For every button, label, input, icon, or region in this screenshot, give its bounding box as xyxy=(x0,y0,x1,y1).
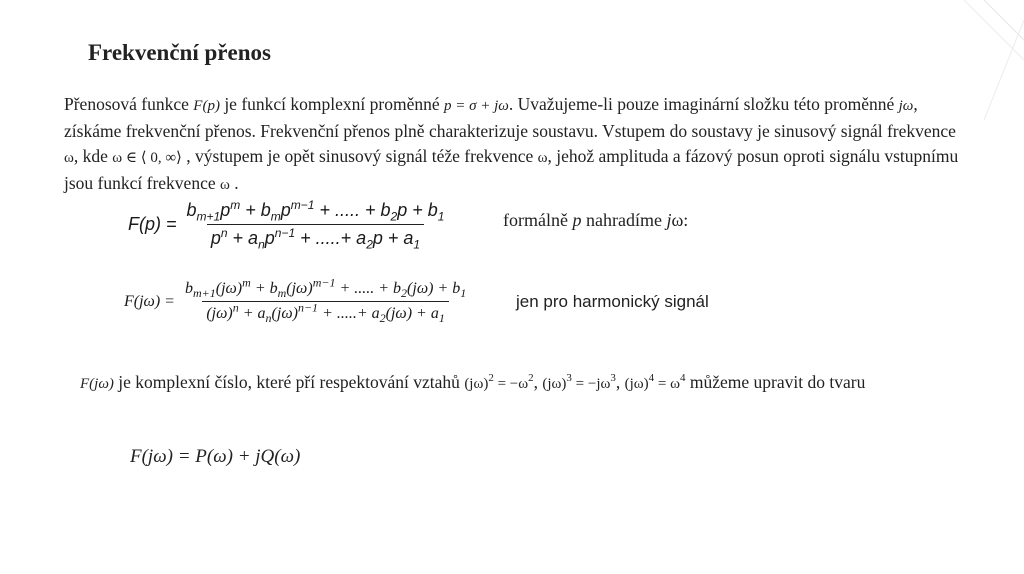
formula-term: (jω) xyxy=(271,305,298,322)
formula-term: n xyxy=(220,226,228,240)
paragraph-run: p = σ + jω xyxy=(443,98,509,114)
note-run: formálně xyxy=(503,210,573,230)
formula-term: + a xyxy=(238,305,266,322)
formula1-lhs: F(p) = xyxy=(128,214,177,234)
note-run: ω: xyxy=(671,210,689,230)
complex-number-statement xyxy=(80,372,865,393)
slide-title: Frekvenční přenos xyxy=(88,40,271,65)
paragraph-run: ω xyxy=(537,150,548,166)
formula-term: (jω) xyxy=(215,280,243,297)
statement-run: můžeme upravit do tvaru xyxy=(685,372,866,392)
paragraph-run: , kde xyxy=(73,146,113,166)
statement-run: (jω) xyxy=(542,376,567,392)
frequency-transfer-formula xyxy=(124,275,470,326)
statement-run: 2 xyxy=(528,372,534,385)
formula-term: (jω) + b xyxy=(407,280,461,297)
formula-term: m xyxy=(277,286,287,301)
statement-run: = ω xyxy=(654,376,681,392)
paragraph-run: , výstupem je opět sinusový signál téže frekvence xyxy=(181,146,538,166)
paragraph-run: ω xyxy=(219,177,230,193)
statement-run: 4 xyxy=(648,372,655,385)
formula-term: p + b xyxy=(397,200,438,220)
formula-term: m xyxy=(242,275,251,290)
paragraph-run: Přenosová funkce xyxy=(64,94,194,114)
formula-term: m xyxy=(230,198,241,212)
formula-term: m+1 xyxy=(192,286,216,301)
formula-term: + b xyxy=(240,200,271,220)
formula-term: p xyxy=(210,228,221,248)
transfer-function-formula xyxy=(128,198,448,252)
statement-run: 4 xyxy=(680,372,686,385)
formula-term: + ..... + b xyxy=(314,200,391,220)
paragraph-run: . xyxy=(229,173,239,193)
formula-term: n−1 xyxy=(297,300,319,315)
substitution-note xyxy=(503,210,688,231)
statement-run: F(jω) xyxy=(80,376,114,392)
statement-run: je komplexní číslo, které pří respektování vztahů xyxy=(113,372,465,392)
formula-term: m−1 xyxy=(312,275,336,290)
statement-run: = −jω xyxy=(571,376,611,392)
paragraph-run: ω ∈ ⟨ 0, ∞⟩ xyxy=(112,150,182,166)
formula-term: p + a xyxy=(372,228,414,248)
formula-term: m−1 xyxy=(290,198,315,212)
statement-run: (jω) xyxy=(464,376,489,392)
formula-term: 1 xyxy=(437,209,445,224)
paragraph-run: jω xyxy=(898,98,914,114)
formula-term: 1 xyxy=(413,237,421,252)
formula-term: n xyxy=(265,311,272,326)
paragraph-run: , získáme frekvenční přenos. Frekvenční přenos plně charakterizuje soustavu. Vstupem do soustavy je sinusový signál frekvence xyxy=(64,94,956,141)
paragraph-run: F(p) xyxy=(193,98,220,114)
statement-run: 3 xyxy=(566,372,572,385)
statement-run: , xyxy=(615,372,625,392)
formula-term: n xyxy=(232,300,239,315)
formula-term: + ..... + b xyxy=(335,280,402,297)
formula1-numerator xyxy=(183,200,449,224)
final-formula: F(jω) = P(ω) + jQ(ω) xyxy=(130,446,301,467)
formula-term: n−1 xyxy=(274,226,296,240)
note-run: p xyxy=(572,210,582,230)
statement-run: 2 xyxy=(488,372,494,385)
formula-term: p xyxy=(280,200,291,220)
formula-term: (jω) xyxy=(286,280,313,297)
paragraph-run: je funkcí komplexní proměnné xyxy=(219,94,444,114)
formula-term: + .....+ a xyxy=(295,228,367,248)
note-run: nahradíme xyxy=(581,210,667,230)
harmonic-signal-note: jen pro harmonický signál xyxy=(516,292,709,311)
formula-term: b xyxy=(186,200,197,220)
formula-term: 2 xyxy=(390,209,398,224)
formula-term: m xyxy=(270,209,281,224)
statement-run: = −ω xyxy=(493,376,529,392)
formula-term: 2 xyxy=(366,237,373,252)
note-run: j xyxy=(666,210,672,230)
statement-run: , xyxy=(533,372,543,392)
formula-term: 2 xyxy=(401,286,408,301)
formula-term: 1 xyxy=(460,286,467,301)
paragraph-run: . Uvažujeme-li pouze imaginární složku této proměnné xyxy=(508,94,899,114)
formula-term: p xyxy=(220,200,231,220)
paragraph-run: , jehož amplituda a fázový posun oproti signálu vstupnímu jsou funkcí frekvence xyxy=(64,146,959,193)
formula2-numerator xyxy=(181,275,470,301)
formula-term: b xyxy=(184,280,193,297)
formula1-denominator xyxy=(207,224,424,252)
statement-run: 3 xyxy=(610,372,616,385)
formula-term: 2 xyxy=(379,311,386,326)
statement-run: (jω) xyxy=(624,376,649,392)
formula-term: n xyxy=(258,237,265,252)
formula-term: + b xyxy=(250,280,278,297)
formula2-lhs: F(jω) = xyxy=(124,292,175,310)
formula-term: + .....+ a xyxy=(318,305,380,322)
formula-term: m+1 xyxy=(196,209,221,224)
paragraph-run: ω xyxy=(64,150,74,166)
formula2-denominator xyxy=(202,300,449,326)
formula-term: + a xyxy=(227,228,259,248)
formula-term: p xyxy=(264,228,275,248)
corner-decoration xyxy=(964,0,1024,120)
formula-term: (jω) xyxy=(206,305,233,322)
formula-term: 1 xyxy=(438,311,445,326)
formula-term: (jω) + a xyxy=(385,305,439,322)
intro-paragraph xyxy=(64,92,964,198)
